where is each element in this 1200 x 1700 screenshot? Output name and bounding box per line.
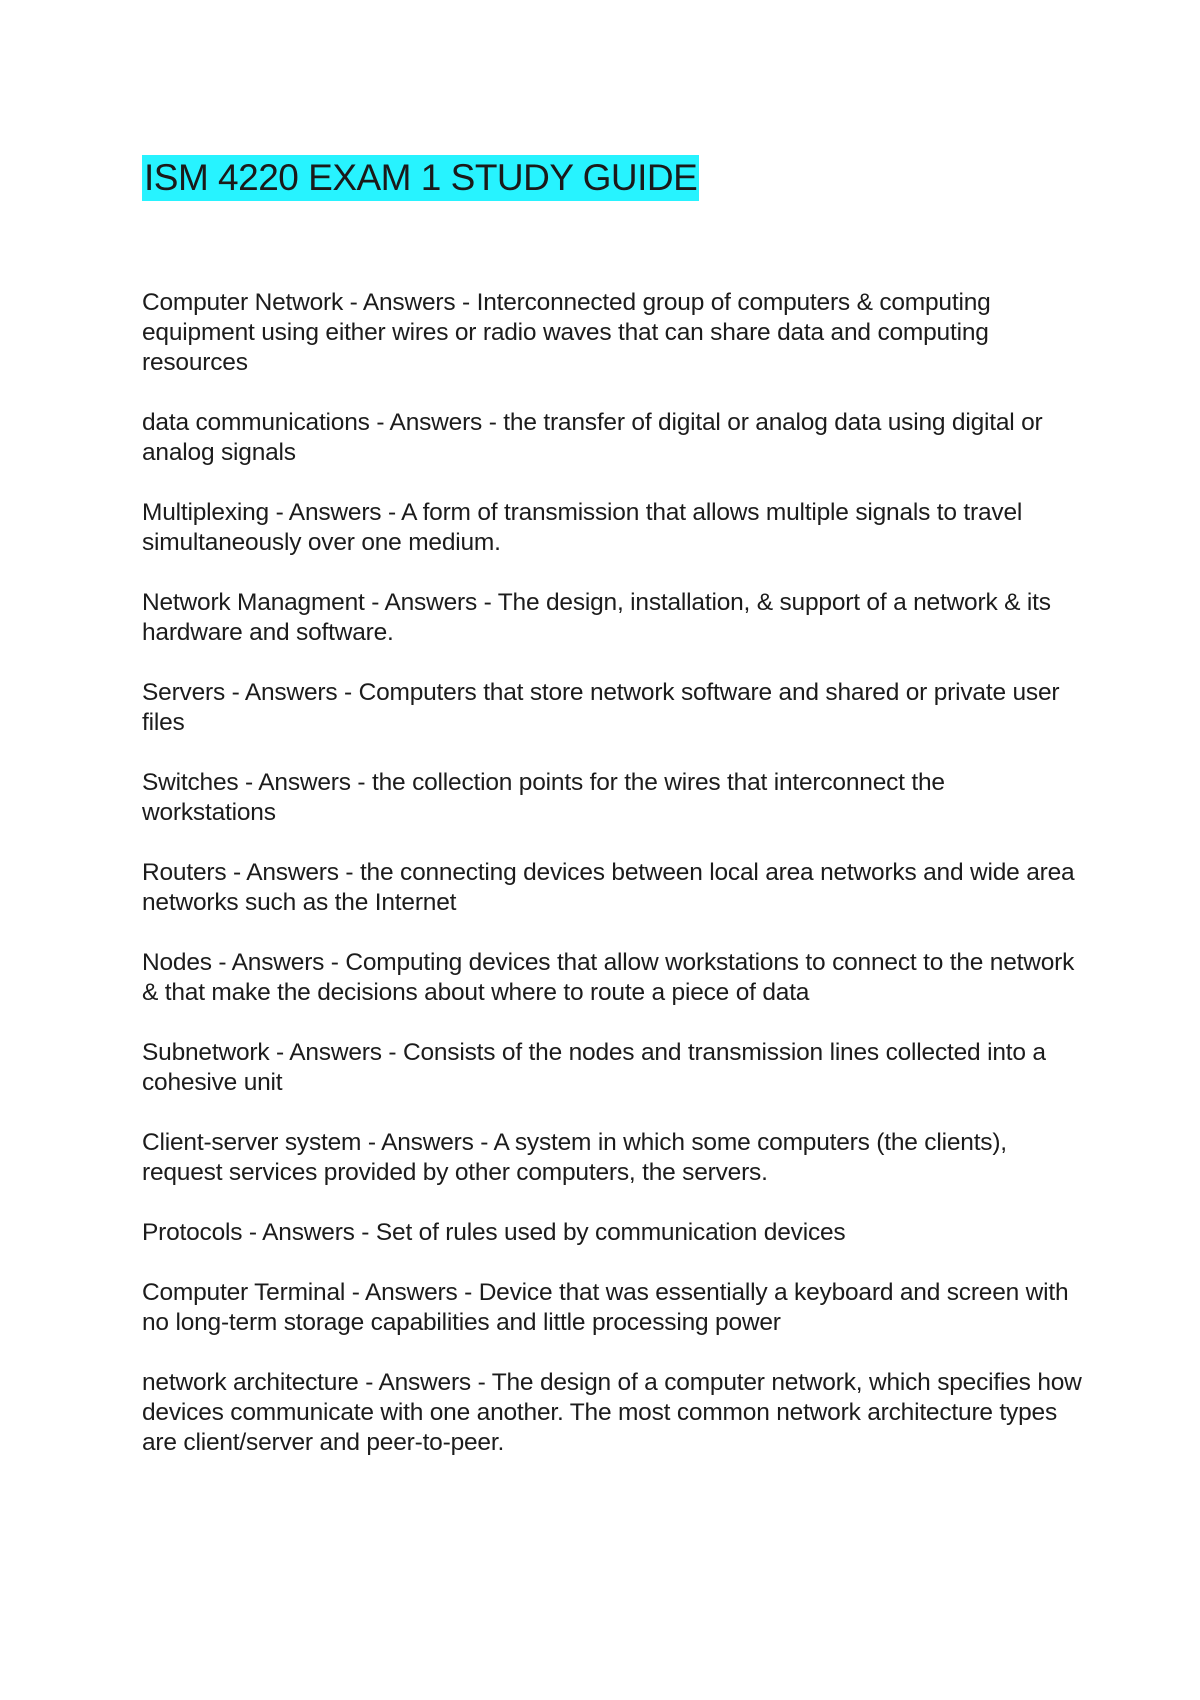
entry-term: Computer Terminal (142, 1279, 346, 1306)
entry-term: Network Managment (142, 589, 365, 616)
entry-answers-label: Answers (384, 589, 478, 616)
entry-term: Routers (142, 859, 227, 886)
entry-definition: The design, installation, & support of a network & its hardware and software. (142, 589, 1051, 646)
entry-definition: Computers that store network software and shared or private user files (142, 679, 1060, 736)
entry-separator: - (470, 1369, 492, 1396)
entry-answers-label: Answers (364, 1279, 458, 1306)
list-item (142, 588, 1082, 648)
entry-separator: - (324, 949, 346, 976)
entry-term: network architecture (142, 1369, 359, 1396)
entry-separator: - (381, 1039, 403, 1066)
entry-separator: - (369, 409, 390, 436)
entry-separator: - (477, 589, 498, 616)
entry-separator: - (358, 1369, 379, 1396)
list-item (142, 678, 1082, 738)
entry-separator: - (337, 679, 359, 706)
entry-separator: - (268, 499, 289, 526)
entry-definition: the transfer of digital or analog data using digital or analog signals (142, 409, 1043, 466)
entry-separator: - (361, 1129, 382, 1156)
entry-list (142, 288, 1082, 1488)
list-item (142, 288, 1082, 378)
entry-separator: - (482, 409, 504, 436)
list-item (142, 1218, 1082, 1248)
entry-term: data communications (142, 409, 370, 436)
entry-separator: - (381, 499, 402, 526)
entry-term: Protocols (142, 1219, 243, 1246)
entry-term: Subnetwork (142, 1039, 270, 1066)
list-item (142, 1038, 1082, 1098)
entry-answers-label: Answers (289, 1039, 382, 1066)
entry-separator: - (211, 949, 232, 976)
entry-separator: - (226, 859, 247, 886)
entry-definition: the collection points for the wires that interconnect the workstations (142, 769, 945, 826)
entry-term: Client-server system (142, 1129, 362, 1156)
entry-separator: - (345, 1279, 365, 1306)
list-item (142, 948, 1082, 1008)
entry-answers-label: Answers (378, 1369, 471, 1396)
entry-term: Multiplexing (142, 499, 269, 526)
list-item (142, 768, 1082, 828)
entry-answers-label: Answers (362, 289, 456, 316)
entry-definition: Computing devices that allow workstations to connect to the network & that make the decisions about where to route a piece of data (142, 949, 1075, 1006)
entry-definition: Set of rules used by communication devices (375, 1219, 846, 1246)
entry-separator: - (225, 679, 245, 706)
list-item (142, 1278, 1082, 1338)
list-item (142, 1128, 1082, 1188)
entry-separator: - (364, 589, 385, 616)
entry-term: Nodes (142, 949, 212, 976)
list-item (142, 408, 1082, 468)
entry-answers-label: Answers (258, 769, 351, 796)
entry-definition: Device that was essentially a keyboard and screen with no long-term storage capabilities and little processing power (142, 1279, 1069, 1336)
entry-separator: - (242, 1219, 263, 1246)
entry-answers-label: Answers (231, 949, 325, 976)
entry-separator: - (473, 1129, 494, 1156)
entry-answers-label: Answers (381, 1129, 474, 1156)
entry-separator: - (354, 1219, 376, 1246)
page-title: ISM 4220 EXAM 1 STUDY GUIDE (142, 155, 699, 201)
entry-definition: A form of transmission that allows multiple signals to travel simultaneously over one medium. (142, 499, 1023, 556)
entry-definition: Consists of the nodes and transmission lines collected into a cohesive unit (142, 1039, 1046, 1096)
entry-separator: - (343, 289, 363, 316)
entry-definition: the connecting devices between local area networks and wide area networks such as the Internet (142, 859, 1075, 916)
list-item (142, 498, 1082, 558)
entry-term: Switches (142, 769, 239, 796)
entry-definition: The design of a computer network, which specifies how devices communicate with one another. The most common network architecture types are client/server and peer-to-peer. (142, 1369, 1082, 1456)
entry-separator: - (269, 1039, 290, 1066)
title-wrap (142, 155, 699, 201)
list-item (142, 858, 1082, 918)
entry-definition: A system in which some computers (the clients), request services provided by other computers, the servers. (142, 1129, 1007, 1186)
entry-term: Servers (142, 679, 226, 706)
entry-separator: - (350, 769, 372, 796)
entry-answers-label: Answers (246, 859, 339, 886)
entry-separator: - (338, 859, 360, 886)
entry-answers-label: Answers (262, 1219, 355, 1246)
entry-answers-label: Answers (389, 409, 483, 436)
entry-separator: - (455, 289, 477, 316)
entry-answers-label: Answers (288, 499, 382, 526)
list-item (142, 1368, 1082, 1458)
entry-definition: Interconnected group of computers & computing equipment using either wires or radio waves that can share data and computing resources (142, 289, 991, 376)
entry-answers-label: Answers (244, 679, 338, 706)
entry-separator: - (457, 1279, 479, 1306)
entry-separator: - (238, 769, 259, 796)
entry-term: Computer Network (142, 289, 344, 316)
